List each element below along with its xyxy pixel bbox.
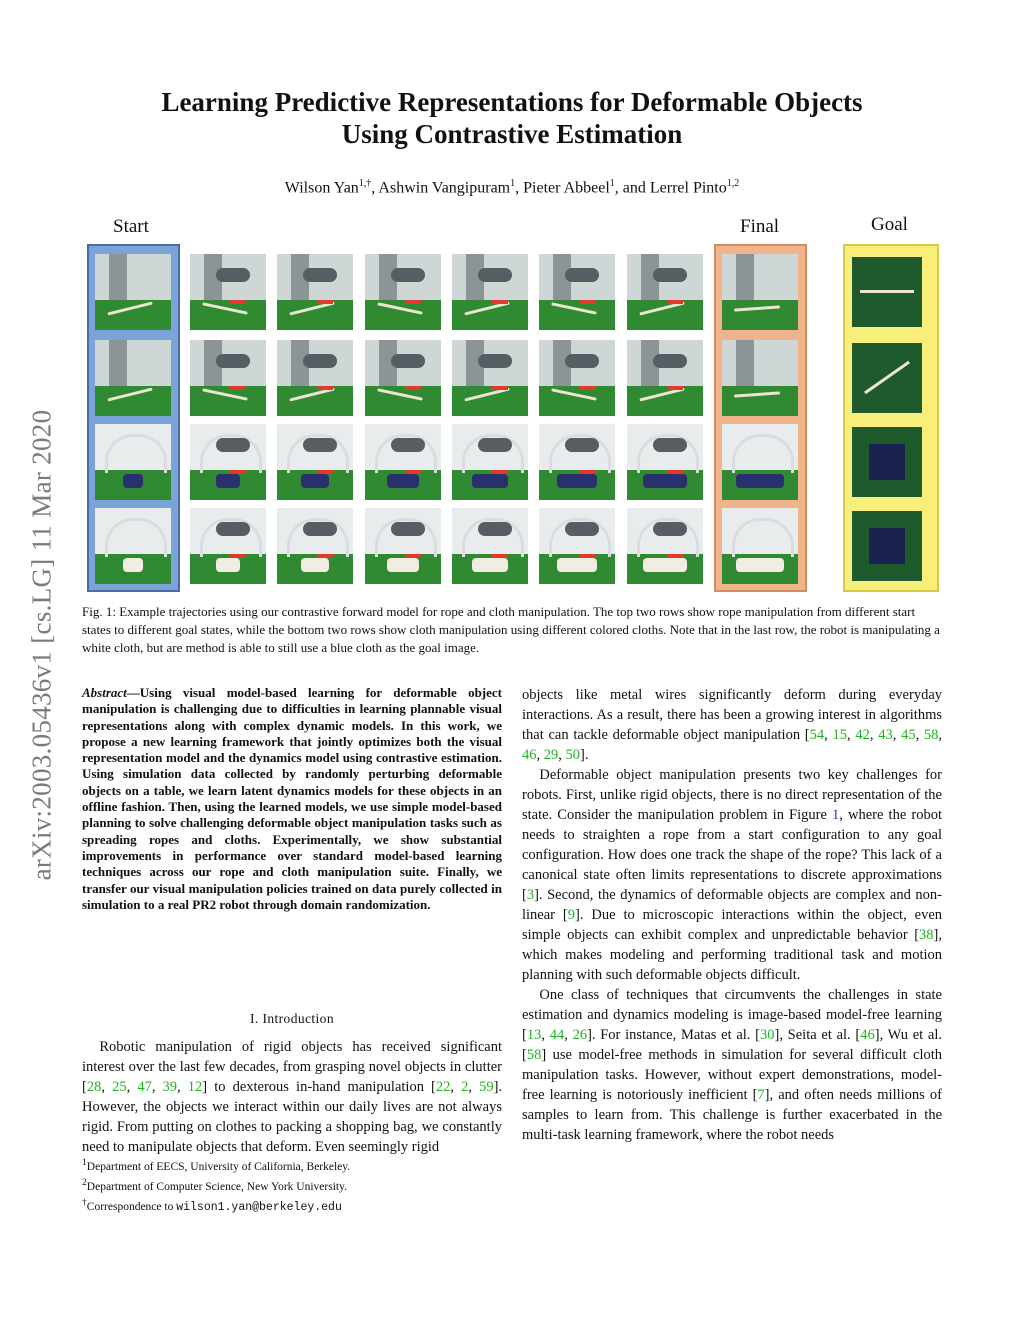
citation-link[interactable]: 2 [461,1079,469,1095]
action-arrow [230,300,246,304]
trajectory-frame [627,508,703,584]
cloth-object [301,558,329,572]
goal-cloth [869,444,905,480]
author-list [100,178,924,197]
trajectory-frame [539,424,615,500]
trajectory-frame [365,340,441,416]
right-paragraph-1: objects like metal wires significantly deform during everyday interactions. As a result, there has been a growing interest in algorithms that can tackle deformable object manipulation [54, 15, 42, 43, 45, 58, 46, 29, 50]. [522,687,943,763]
cloth-object [301,474,329,488]
author-name: Wilson Yan [284,179,359,197]
table-surface [277,300,353,330]
citation-link[interactable]: 58 [526,1047,542,1063]
citation-link[interactable]: 3 [526,887,535,903]
action-arrow [492,554,508,558]
cloth-object [123,558,143,572]
action-arrow [579,470,595,474]
robot-pillar [109,254,127,300]
trajectory-frame [722,508,798,584]
trajectory-frame [722,340,798,416]
arxiv-identifier [22,340,62,950]
robot-arm [653,522,687,536]
author-name: Lerrel Pinto [649,179,727,197]
citation-link[interactable]: 47 [137,1079,152,1095]
citation-link[interactable]: 12 [187,1079,203,1095]
cloth-object [643,558,687,572]
goal-image [852,427,922,497]
action-arrow [492,470,508,474]
action-arrow [317,386,333,390]
title-line-1: Learning Predictive Representations for Deformable Objects [161,87,863,117]
cloth-object [472,558,508,572]
trajectory-frame [365,424,441,500]
right-paragraph-2: Deformable object manipulation presents two key challenges for robots. First, unlike rigid objects, there is no direct representation of the state. Consider the manipulation problem in Figure 1, where the robot needs to straighten a rope from a start configuration to any goal configuration. How does one track the shape of the rope? This lack of a canonical state often limits representations to discrete approximations [3]. Second, the dynamics of deformable objects are complex and non-linear [9]. Due to microscopic interactions within the object, even simple objects can exhibit complex and unpredictable behavior [38], which makes modeling and performing traditional task and motion planning with such deformable objects difficult. [522,767,942,983]
robot-arm [478,354,512,368]
trajectory-frame [277,508,353,584]
goal-image [852,343,922,413]
trajectory-frame [452,340,528,416]
label-goal: Goal [871,214,908,235]
goal-image [852,511,922,581]
action-arrow [317,554,333,558]
trajectory-frame [452,424,528,500]
citation-link[interactable]: 22 [435,1079,451,1095]
intro-paragraph-1: Robotic manipulation of rigid objects has received significant interest over the last few decades, from grasping novel objects in clutter [28, 25, 47, 39, 12] to dexterous in-hand manipulation [22, 2, 59]. However, the objects we interact within our daily lives are not always rigid. From putting on clothes to packing a shopping bag, we constantly need to manipulate objects that deform. Even seemingly rigid [82,1039,503,1155]
table-surface [95,386,171,416]
table-surface [722,386,798,416]
robot-arm [391,438,425,452]
abstract [82,685,502,913]
table-surface [95,300,171,330]
robot-arm [303,354,337,368]
citation-link[interactable]: 38 [919,927,934,943]
robot-pillar [736,254,754,300]
right-column [522,685,942,1145]
correspondence-email[interactable]: wilson1.yan@berkeley.edu [176,1200,342,1214]
right-paragraph-3: One class of techniques that circumvents the challenges in state estimation and dynamics modeling is image-based model-free learning [13, 44, 26]. For instance, Matas et al. [30], Seita et al. [46], Wu et al. [58] use model-free methods in simulation for several difficult cloth manipulation tasks. However, without expert demonstrations, model-free learning is notoriously inefficient [7], and often needs millions of samples to learn from. This challenge is further exacerbated in the multi-task learning framework, where the robot needs [522,987,943,1143]
author-separator: , and [614,179,650,197]
arxiv-text: arXiv:2003.05436v1 [cs.LG] 11 Mar 2020 [26,409,57,881]
citation-link[interactable]: 13 [526,1027,542,1043]
footnotes [82,1155,502,1214]
figure-reference[interactable]: 1 [832,807,840,823]
cloth-object [472,474,508,488]
citation-link[interactable]: 42 [855,727,870,743]
robot-arm [216,522,250,536]
author-separator: , [515,179,524,197]
trajectory-frame [722,254,798,330]
action-arrow [667,554,683,558]
robot-arm [216,354,250,368]
label-start: Start [113,216,149,237]
trajectory-frame [95,508,171,584]
goal-cloth [869,528,905,564]
robot-arm [216,268,250,282]
goal-rope [860,290,914,293]
action-arrow [230,386,246,390]
author-affiliation: 1 [609,178,615,189]
citation-link[interactable]: 30 [759,1027,775,1043]
action-arrow [405,554,421,558]
robot-arm [391,268,425,282]
goal-rope [864,361,910,394]
robot-arm [478,268,512,282]
trajectory-frame [722,424,798,500]
trajectory-frame [95,254,171,330]
trajectory-frame [277,254,353,330]
robot-arm [565,268,599,282]
robot-arm [303,522,337,536]
footnote-2: $^2$Department of Computer Science, New York University. [82,1176,347,1193]
cloth-object [216,558,240,572]
abstract-label: Abstract [82,685,127,700]
trajectory-frame [627,424,703,500]
trajectory-frame [190,254,266,330]
robot-arm [565,522,599,536]
citation-link[interactable]: 7 [757,1087,765,1103]
robot-pillar [109,340,127,386]
cloth-object [387,474,419,488]
author-name: Pieter Abbeel [523,179,610,197]
action-arrow [492,386,508,390]
robot-arm [653,438,687,452]
abstract-text: —Using visual model-based learning for deformable object manipulation is challenging due to difficulties in learning plannable visual representations along with complex dynamic models. In this work, we propose a new learning framework that jointly optimizes both the visual representation model and the dynamics model using contrastive estimation. Using simulation data collected by randomly perturbing deformable objects on a table, we learn latent dynamics models for these objects in an offline fashion. Then, using the learned models, we use simple model-based planning to solve challenging deformable object manipulation tasks such as spreading ropes and cloths. Experimentally, we show substantial improvements in performance over standard model-based learning techniques across our rope and cloth manipulation suite. Finally, we transfer our visual manipulation policies trained on data purely collected in simulation to a real PR2 robot through domain randomization. [82,685,502,912]
trajectory-frame [452,254,528,330]
trajectory-frame [277,424,353,500]
robot-arm [303,438,337,452]
action-arrow [317,300,333,304]
table-surface [452,300,528,330]
cloth-object [123,474,143,488]
paper-title [100,86,924,150]
action-arrow [579,386,595,390]
action-arrow [667,470,683,474]
table-surface [627,386,703,416]
title-line-2: Using Contrastive Estimation [341,119,683,149]
citation-link[interactable]: 26 [572,1027,588,1043]
cloth-object [736,474,784,488]
trajectory-frame [627,340,703,416]
goal-image [852,257,922,327]
footnote-3: †Correspondence to wilson1.yan@berkeley.edu [82,1196,342,1214]
robot-pillar [736,340,754,386]
author-name: Ashwin Vangipuram [378,179,511,197]
figure-caption: Fig. 1: Example trajectories using our contrastive forward model for rope and cloth manipulation. The top two rows show rope manipulation from different start states to different goal states, while the bottom two rows show cloth manipulation using different colored cloths. Note that in the last row, the robot is manipulating a white cloth, but are method is able to still use a blue cloth as the goal image. [82,604,940,655]
author-affiliation: 1,2 [726,178,740,189]
action-arrow [492,300,508,304]
label-final: Final [740,216,780,237]
action-arrow [230,470,246,474]
author-separator: , [371,179,379,197]
trajectory-frame [190,340,266,416]
citation-link[interactable]: 29 [543,747,559,763]
robot-arm [565,438,599,452]
robot-arm [216,438,250,452]
action-arrow [317,470,333,474]
trajectory-frame [365,508,441,584]
trajectory-frame [95,424,171,500]
robot-arm [653,354,687,368]
action-arrow [579,554,595,558]
trajectory-frame [452,508,528,584]
table-surface [627,300,703,330]
action-arrow [405,386,421,390]
trajectory-frame [277,340,353,416]
trajectory-frame [190,424,266,500]
robot-arm [478,522,512,536]
author-affiliation: 1,† [358,178,372,189]
citation-link[interactable]: 59 [479,1079,494,1095]
robot-arm [653,268,687,282]
trajectory-frame [95,340,171,416]
citation-link[interactable]: 50 [565,747,580,763]
citation-link[interactable]: 25 [112,1079,127,1095]
citation-link[interactable]: 39 [162,1079,178,1095]
section-heading: I. Introduction [250,1011,334,1026]
citation-link[interactable]: 28 [86,1079,102,1095]
action-arrow [579,300,595,304]
footnote-1: $^1$Department of EECS, University of California, Berkeley. [82,1157,351,1173]
trajectory-frame [190,508,266,584]
citation-link[interactable]: 46 [522,747,537,763]
citation-link[interactable]: 9 [567,907,576,923]
trajectory-frame [539,340,615,416]
cloth-object [216,474,240,488]
cloth-object [736,558,784,572]
action-arrow [667,386,683,390]
introduction [82,997,502,1157]
robot-arm [303,268,337,282]
robot-arm [391,354,425,368]
author-affiliation: 1 [510,178,516,189]
action-arrow [667,300,683,304]
citation-link[interactable]: 46 [860,1027,875,1043]
citation-link[interactable]: 54 [809,727,825,743]
table-surface [722,300,798,330]
citation-link[interactable]: 45 [901,727,916,743]
robot-arm [565,354,599,368]
citation-link[interactable]: 43 [878,727,893,743]
trajectory-frame [539,508,615,584]
table-surface [277,386,353,416]
trajectory-frame [539,254,615,330]
robot-arm [478,438,512,452]
table-surface [452,386,528,416]
cloth-object [387,558,419,572]
cloth-object [557,474,597,488]
cloth-object [643,474,687,488]
cloth-object [557,558,597,572]
robot-arm [391,522,425,536]
action-arrow [405,470,421,474]
trajectory-frame [627,254,703,330]
citation-link[interactable]: 15 [832,727,847,743]
trajectory-frame [365,254,441,330]
citation-link[interactable]: 44 [549,1027,565,1043]
action-arrow [405,300,421,304]
citation-link[interactable]: 58 [923,727,939,743]
action-arrow [230,554,246,558]
